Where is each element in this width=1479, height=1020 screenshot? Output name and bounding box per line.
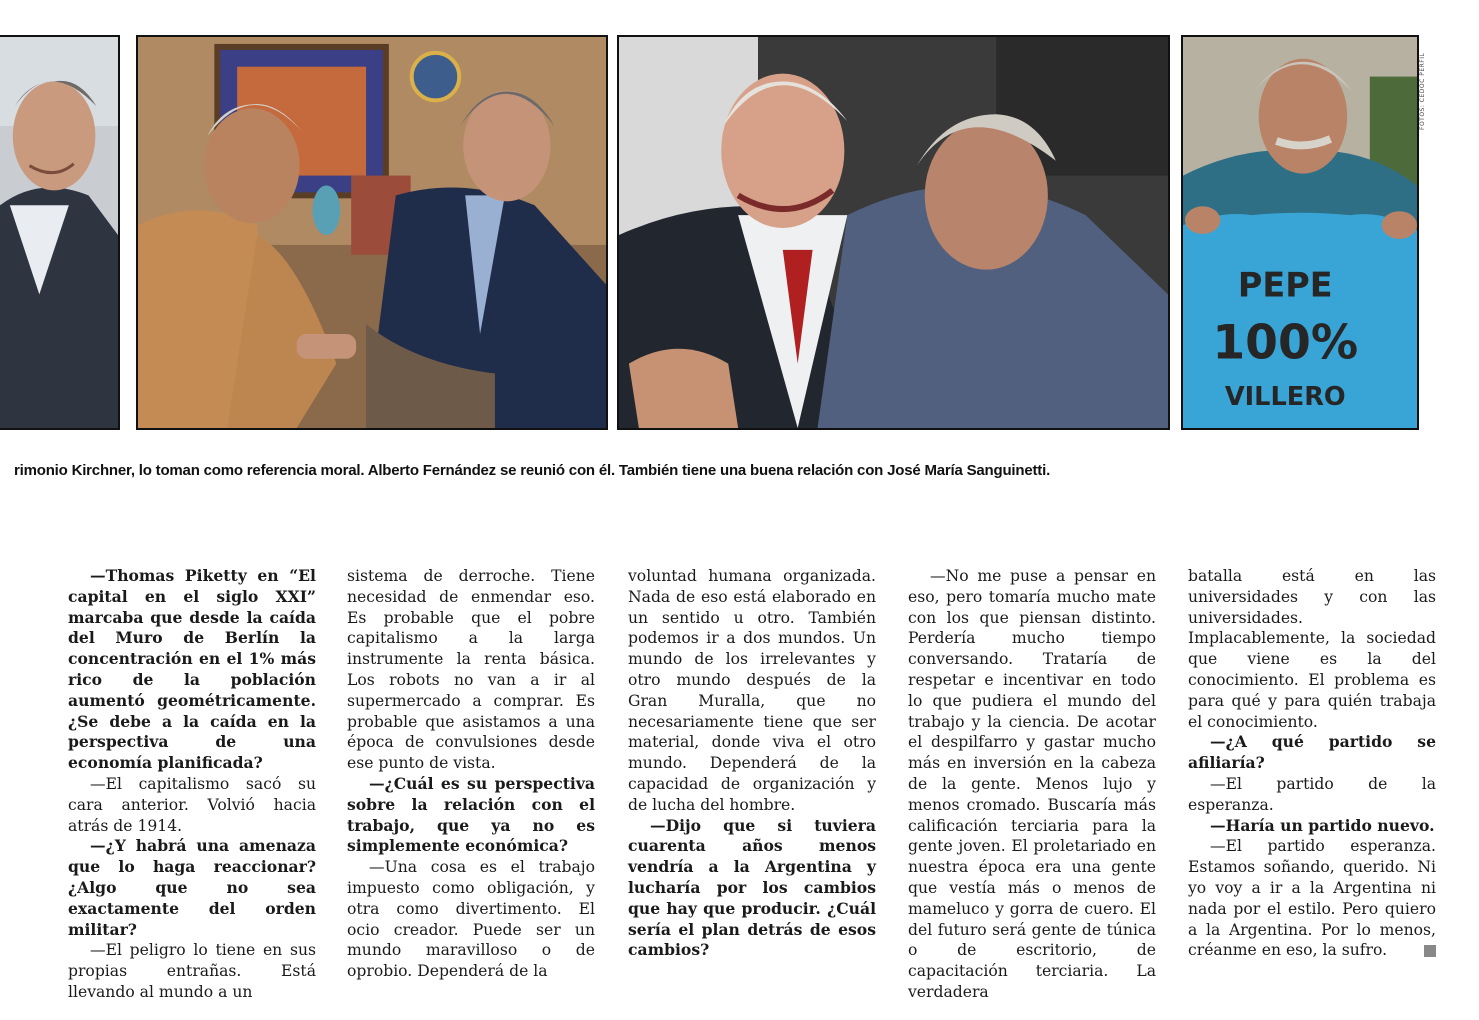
shirt-text-villero: VILLERO xyxy=(1224,382,1346,413)
answer-capitalismo: —El capitalismo sacó su cara anterior. Volvió hacia atrás de 1914. xyxy=(68,774,316,835)
question-partido: —¿A qué partido se afiliaría? xyxy=(1188,732,1436,773)
article-column-5 xyxy=(1188,566,1436,961)
end-of-article-mark xyxy=(1424,945,1436,957)
question-amenaza: —¿Y habrá una amenaza que lo haga reaccionar? ¿Algo que no sea exactamente del orden militar? xyxy=(68,836,316,939)
article-column-1 xyxy=(68,566,316,1003)
answer-sonando xyxy=(1188,836,1436,961)
question-partido-nuevo: —Haría un partido nuevo. xyxy=(1210,815,1435,835)
shirt-text-percent: 100% xyxy=(1212,315,1359,371)
question-cuarenta-anos: —Dijo que si tuviera cuarenta años menos vendría a la Argentina y lucharía por los cambios que hay que producir. ¿Cuál sería el plan detrás de esos cambios? xyxy=(628,815,876,960)
answer-esperanza: —El partido de la esperanza. xyxy=(1188,774,1436,814)
answer-batalla: batalla está en las universidades y con las universidades. Implacablemente, la sociedad que viene es la del conocimiento. El problema es para qué y para quién trabaja el conocimiento. xyxy=(1188,567,1436,731)
answer-derroche: sistema de derroche. Tiene necesidad de enmendar eso. Es probable que el pobre capitalismo a la larga instrumente la renta básica. Los robots no van a ir al supermercado a comprar. Es probable que asistamos a una época de convulsiones desde ese punto de vista. xyxy=(347,567,595,773)
photo-mujica-fernandez xyxy=(136,35,608,430)
answer-peligro: —El peligro lo tiene en sus propias entrañas. Está llevando al mundo a un xyxy=(68,941,316,1001)
photo-caption: rimonio Kirchner, lo toman como referencia moral. Alberto Fernández se reunió con él. También tiene una buena relación con José María Sanguinetti. xyxy=(14,462,1051,479)
answer-sonando-text: —El partido esperanza. Estamos soñando, querido. Ni yo voy a ir a la Argentina ni nada por el estilo. Pero quiero a la Argentina. Por lo menos, créanme en eso, la sufro. xyxy=(1188,837,1436,960)
article-column-4 xyxy=(908,566,1156,1003)
answer-voluntad: voluntad humana organizada. Nada de eso está elaborado en un sentido u otro. También podemos ir a dos mundos. Un mundo de los irrelevantes y otro mundo después de la Gran Muralla, que no necesariamente tiene que ser material, donde viva el otro mundo. Dependerá de la capacidad de organización y de lucha del hombre. xyxy=(628,567,876,814)
photo-sanguinetti-mujica xyxy=(617,35,1170,430)
article-column-3 xyxy=(628,566,876,961)
answer-trabajo: —Una cosa es el trabajo impuesto como obligación, y otra como divertimento. El ocio creador. Puede ser un mundo maravilloso o de oprobio. Dependerá de la xyxy=(347,858,595,981)
photo-credit: FOTOS: CEDOC PERFIL xyxy=(1419,52,1426,130)
question-trabajo: —¿Cuál es su perspectiva sobre la relación con el trabajo, que ya no es simplemente económica? xyxy=(347,773,595,856)
photo-mujica-shirt xyxy=(1181,35,1419,430)
photo-kirchner xyxy=(0,35,120,430)
shirt-text-pepe: PEPE xyxy=(1237,265,1333,305)
question-piketty: —Thomas Piketty en “El capital en el siglo XXI” marcaba que desde la caída del Muro de Berlín la concentración en el 1% más rico de la población aumentó geométricamente. ¿Se debe a la caída en la perspectiva de una economía planificada? xyxy=(68,566,316,773)
answer-plan: —No me puse a pensar en eso, pero tomaría mucho mate con los que piensan distinto. Perdería mucho tiempo conversando. Trataría de respetar e incentivar en todo lo que pudiera el mundo del trabajo y la ciencia. De acotar el despilfarro y gastar mucho más en inversión en la cabeza de la gente. Menos lujo y menos cromado. Buscaría más calificación terciaria para la gente joven. El proletariado en nuestra época era una gente que vestía más o menos de mameluco y gorra de cuero. El del futuro será gente de túnica o de escritorio, de capacitación terciaria. La verdadera xyxy=(908,567,1156,1001)
article-column-2 xyxy=(347,566,595,982)
